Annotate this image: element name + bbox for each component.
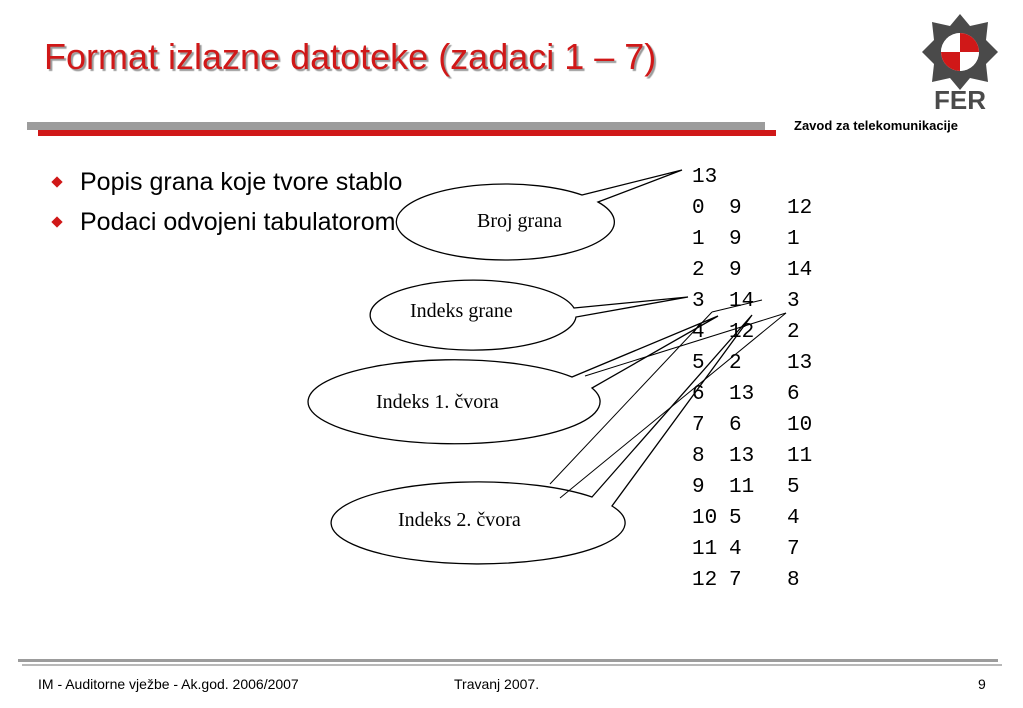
edge-index: 1: [692, 228, 705, 251]
edge-index: 10: [692, 507, 718, 530]
edge-index: 6: [692, 383, 705, 406]
edge-index: 9: [692, 476, 705, 499]
edge-index: 5: [692, 352, 705, 375]
footer-rule-shadow: [22, 664, 1002, 666]
node-2-index: 1: [787, 228, 800, 251]
edge-index: 2: [692, 259, 705, 282]
node-2-index: 4: [787, 507, 800, 530]
edge-index: 11: [692, 538, 718, 561]
edge-index: 8: [692, 445, 705, 468]
node-1-index: 13: [729, 445, 755, 468]
node-1-index: 9: [729, 259, 742, 282]
node-2-index: 12: [787, 197, 813, 220]
edge-index: 4: [692, 321, 705, 344]
bullet-text: Popis grana koje tvore stablo: [80, 168, 403, 196]
edge-index: 12: [692, 569, 718, 592]
node-2-index: 8: [787, 569, 800, 592]
callout-label-indeks-2-cvora: Indeks 2. čvora: [398, 509, 521, 531]
node-2-index: 5: [787, 476, 800, 499]
node-1-index: 7: [729, 569, 742, 592]
edge-index: 3: [692, 290, 705, 313]
node-2-index: 6: [787, 383, 800, 406]
node-1-index: 9: [729, 197, 742, 220]
node-1-index: 2: [729, 352, 742, 375]
node-1-index: 9: [729, 228, 742, 251]
footer-date: Travanj 2007.: [454, 676, 540, 692]
page-number: 9: [978, 676, 986, 692]
logo-text: FER: [934, 85, 986, 112]
node-1-index: 12: [729, 321, 755, 344]
node-2-index: 14: [787, 259, 813, 282]
department-label: Zavod za telekomunikacije: [794, 118, 959, 133]
node-2-index: 7: [787, 538, 800, 561]
callout-label-indeks-1-cvora: Indeks 1. čvora: [376, 391, 499, 413]
edge-index: 0: [692, 197, 705, 220]
node-2-index: 11: [787, 445, 813, 468]
node-2-index: 10: [787, 414, 813, 437]
callout-label-indeks-grane: Indeks grane: [410, 300, 513, 322]
node-1-index: 6: [729, 414, 742, 437]
node-1-index: 5: [729, 507, 742, 530]
footer-rule: [18, 659, 998, 662]
node-2-index: 2: [787, 321, 800, 344]
slide-title: Format izlazne datoteke (zadaci 1 – 7): [44, 36, 657, 77]
node-1-index: 11: [729, 476, 755, 499]
bullet-text: Podaci odvojeni tabulatorom: [80, 208, 396, 236]
node-1-index: 4: [729, 538, 742, 561]
node-1-index: 13: [729, 383, 755, 406]
node-1-index: 14: [729, 290, 755, 313]
edge-index: 7: [692, 414, 705, 437]
node-2-index: 3: [787, 290, 800, 313]
footer-course: IM - Auditorne vježbe - Ak.god. 2006/2007: [38, 676, 299, 692]
node-2-index: 13: [787, 352, 813, 375]
callout-label-broj-grana: Broj grana: [477, 210, 562, 232]
edge-count-value: 13: [692, 166, 718, 189]
